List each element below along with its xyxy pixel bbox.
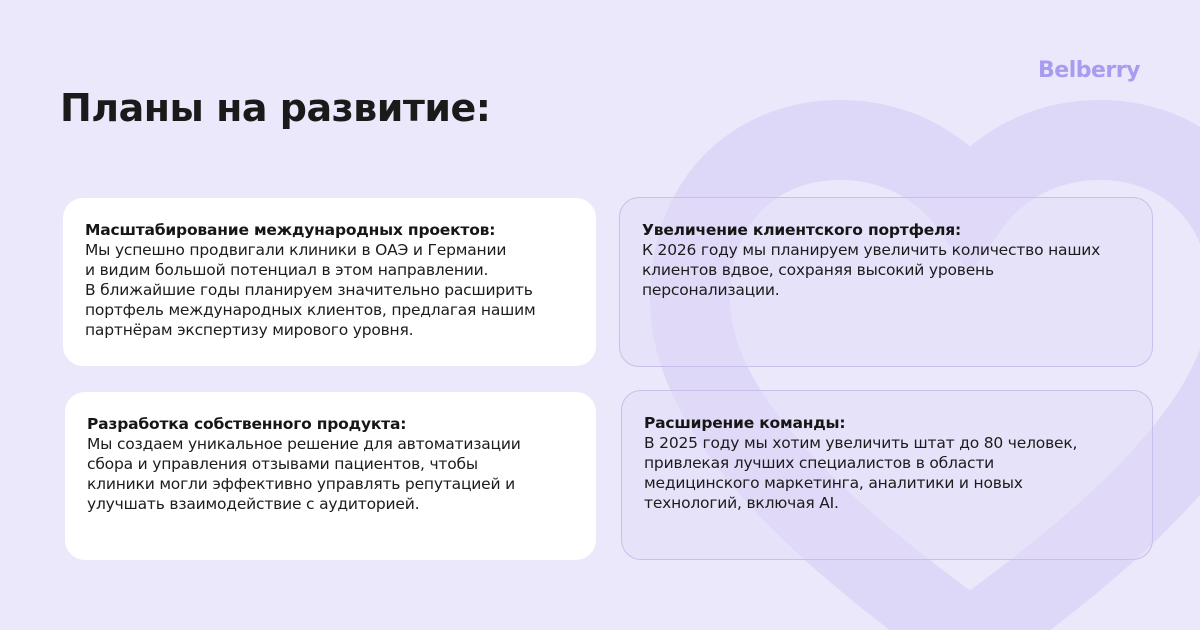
card-client-portfolio [619,197,1153,367]
belberry-logo: Belberry [1038,58,1140,83]
card-international-projects [63,198,596,366]
card-text: Мы создаем уникальное решение для автоматизации сбора и управления отзывами пациентов, чтобы клиники могли эффективно управлять репутацией и улучшать взаимодействие с аудиторией. [87,435,521,513]
page-title: Планы на развитие: [60,86,491,130]
card-own-product [65,392,596,560]
card-team-expansion [621,390,1153,560]
card-heading: Расширение команды: [644,414,846,432]
card-text: Мы успешно продвигали клиники в ОАЭ и Германии и видим большой потенциал в этом направлении. В ближайшие годы планируем значительно расширить портфель международных клиентов, предлагая нашим партнёрам экспертизу мирового уровня. [85,241,536,339]
card-heading: Увеличение клиентского портфеля: [642,221,961,239]
card-heading: Масштабирование международных проектов: [85,221,496,239]
card-text: В 2025 году мы хотим увеличить штат до 80 человек, привлекая лучших специалистов в области медицинского маркетинга, аналитики и новых технологий, включая AI. [644,434,1078,512]
card-text: К 2026 году мы планируем увеличить количество наших клиентов вдвое, сохраняя высокий уровень персонализации. [642,241,1101,299]
card-heading: Разработка собственного продукта: [87,415,407,433]
